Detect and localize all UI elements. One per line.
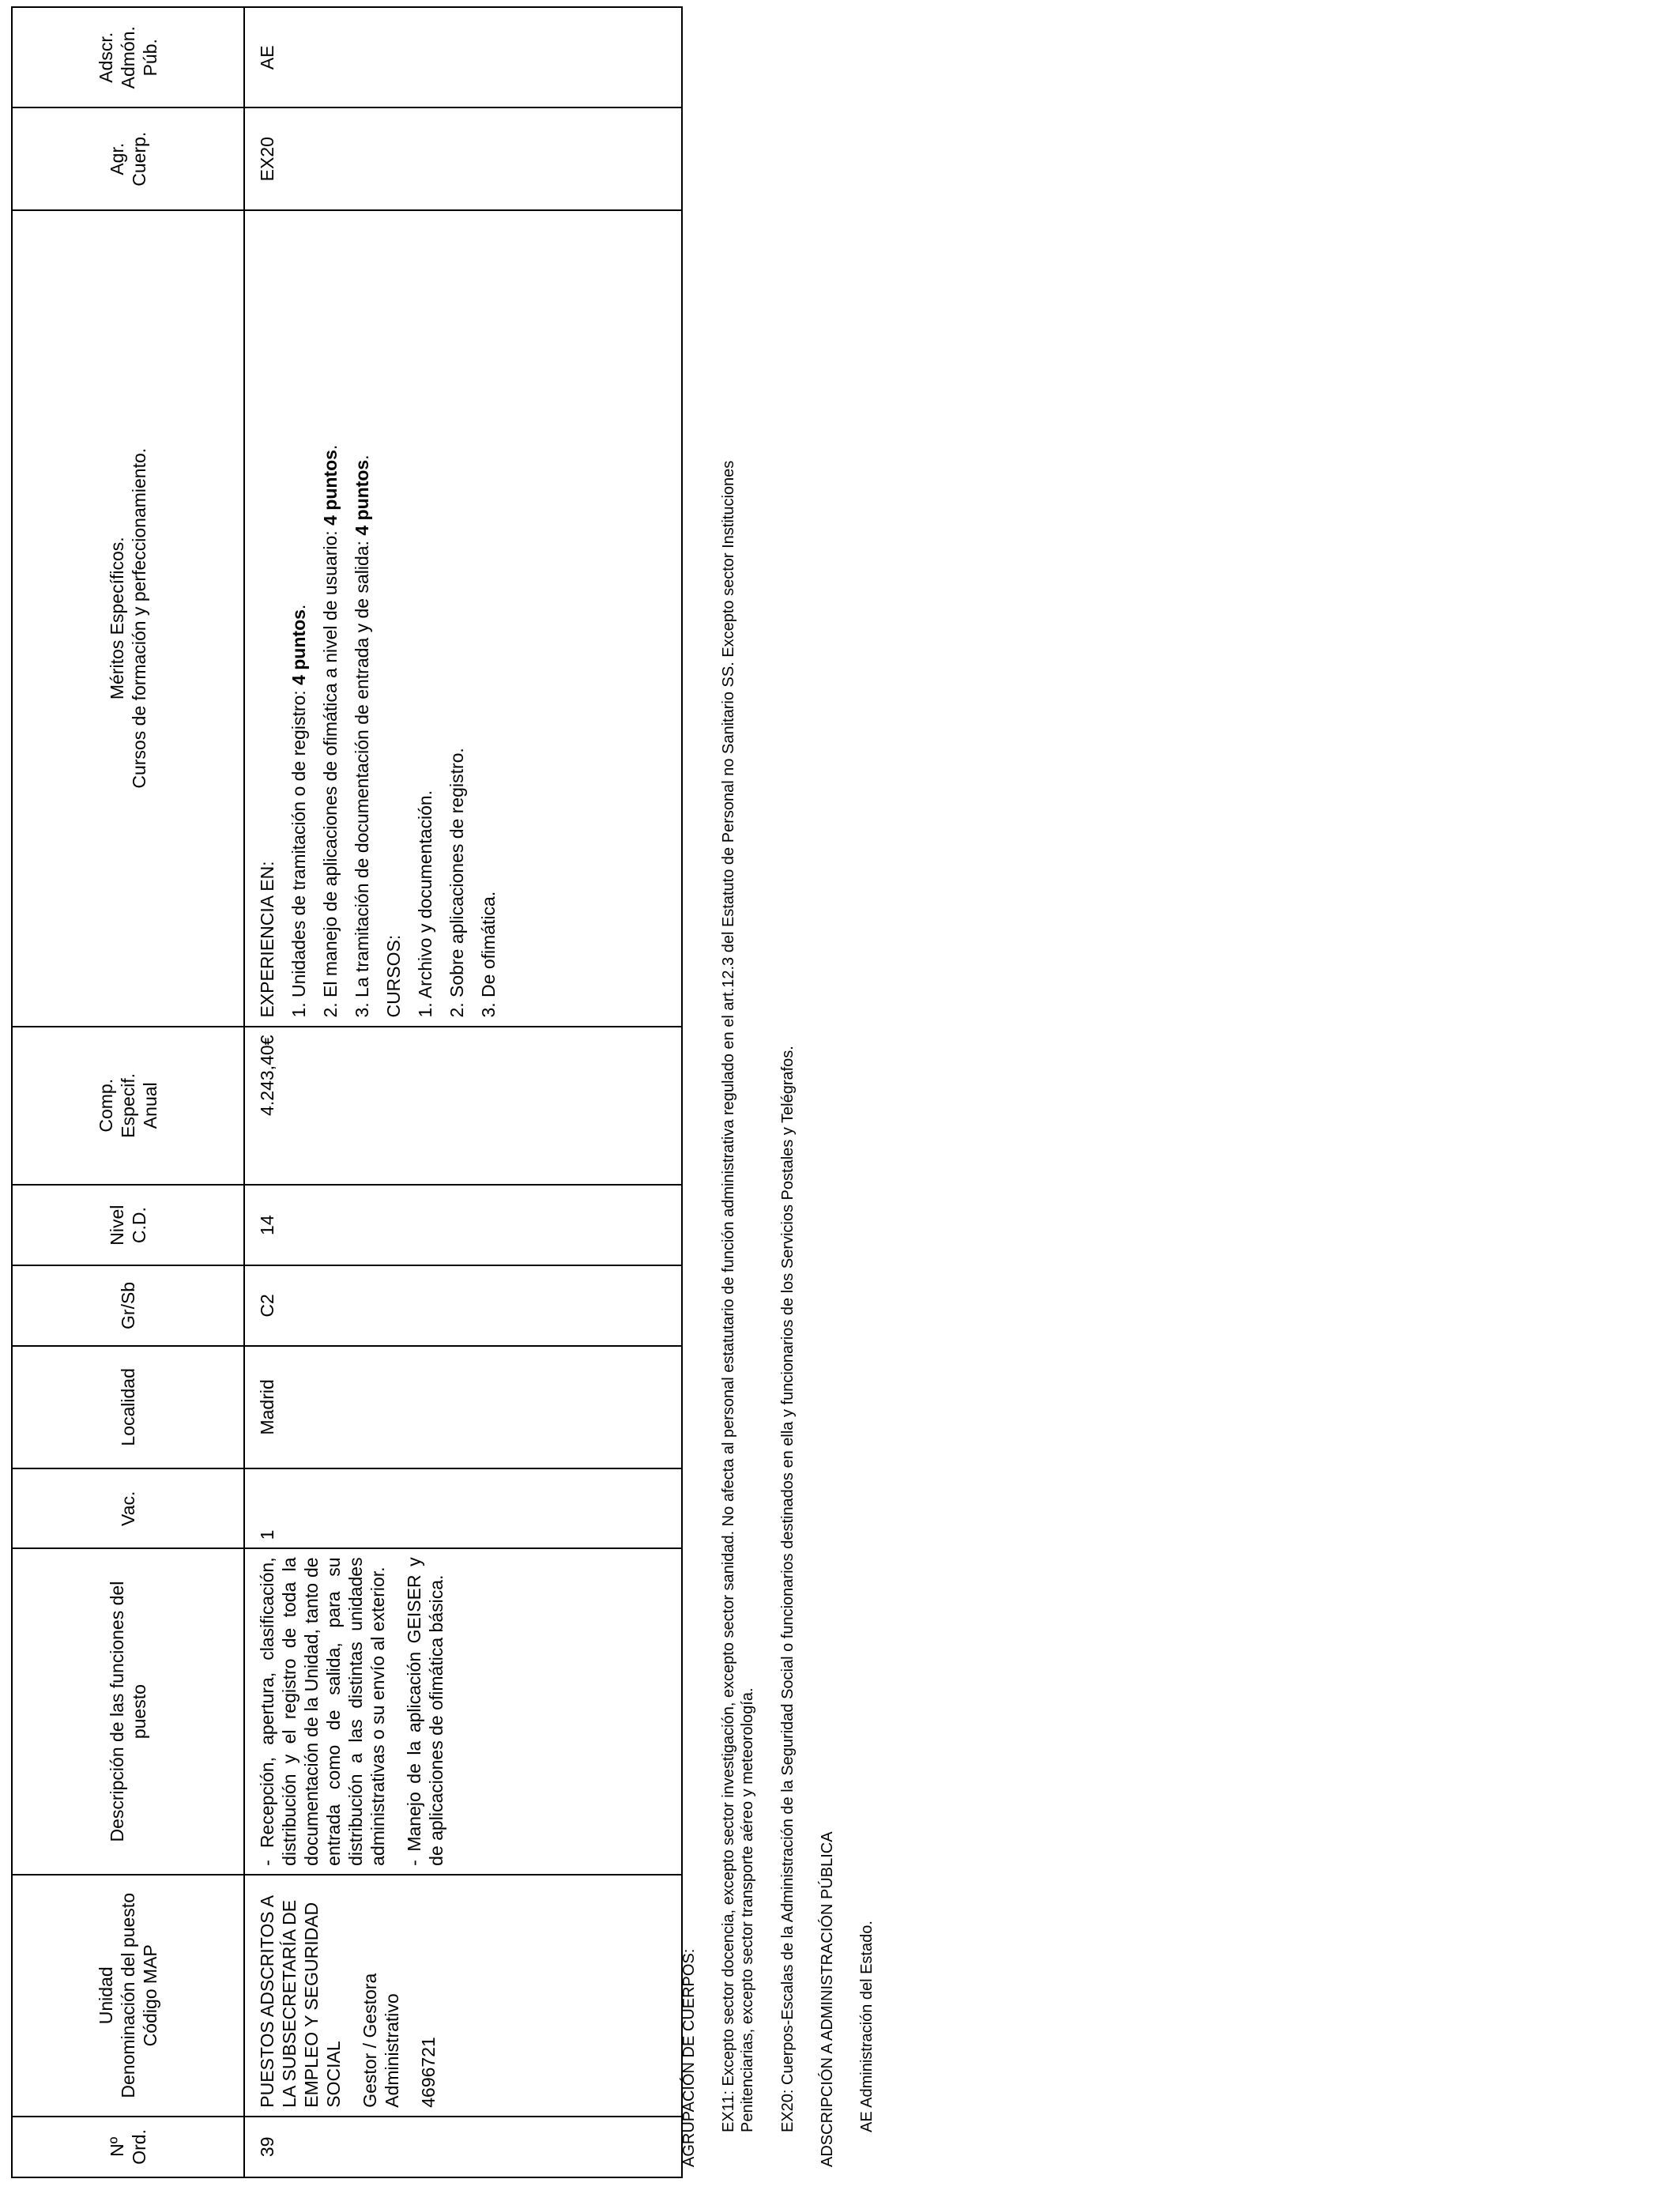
cell-comp: 4.243,40€	[244, 1027, 682, 1185]
cell-grsb: C2	[244, 1265, 682, 1345]
cell-nivel: 14	[244, 1185, 682, 1265]
header-num: Nº Ord.	[12, 2117, 244, 2177]
ex20-note: EX20: Cuerpos-Escalas de la Administración de la Seguridad Social o funcionarios destinados en ella y funcionarios de los Servicios Postales y Telégrafos.	[779, 1046, 797, 2132]
ex11-note-line-2: Penitenciarias, excepto sector transporte aéreo y meteorología.	[739, 1687, 756, 2132]
desc-paragraph-1: - Recepción, apertura, clasificación, distribución y el registro de toda la documentación de la Unidad, tanto de entrada como de salida, para su distribución a las distintas unidades administrativas o su envío al exterior.	[257, 1557, 389, 1866]
table-row	[244, 7, 682, 2177]
codigo-map: 4696721	[418, 2037, 439, 2108]
points-1: 4 puntos	[288, 609, 310, 685]
cell-vac: 1	[244, 1468, 682, 1548]
points-2: 4 puntos	[320, 450, 341, 526]
cell-localidad: Madrid	[244, 1346, 682, 1469]
points-3: 4 puntos	[352, 459, 373, 536]
puesto-name: Gestor / Gestora Administrativo	[360, 1973, 403, 2108]
cell-adscr: AE	[244, 7, 682, 107]
header-vac: Vac.	[12, 1468, 244, 1548]
cell-meritos	[244, 210, 682, 1027]
header-grsb: Gr/Sb	[12, 1265, 244, 1345]
cell-descripcion	[244, 1548, 682, 1874]
curso-item-1: 1. Archivo y documentación.	[415, 790, 436, 1018]
header-row	[12, 7, 244, 2177]
ex11-note-line-1: EX11: Excepto sector docencia, excepto sector investigación, excepto sector sanidad. No afecta al personal estatutario de función administrativa regulado en el art.12.3 del Estatuto de Personal no Sanitario SS. Excepto sector Instituciones	[720, 460, 737, 2132]
cell-agr: EX20	[244, 107, 682, 209]
cell-unidad	[244, 1875, 682, 2117]
experiencia-item-3: 3. La tramitación de documentación de entrada y de salida: 4 puntos.	[352, 454, 373, 1018]
header-adscr: Adscr. Admón. Púb.	[12, 7, 244, 107]
cell-num: 39	[244, 2117, 682, 2177]
experiencia-title: EXPERIENCIA EN:	[257, 861, 277, 1018]
curso-item-2: 2. Sobre aplicaciones de registro.	[446, 748, 468, 1018]
cursos-title: CURSOS:	[383, 934, 405, 1018]
header-nivel: Nivel C.D.	[12, 1185, 244, 1265]
header-localidad: Localidad	[12, 1346, 244, 1469]
header-meritos: Méritos Específicos. Cursos de formación y perfeccionamiento.	[12, 210, 244, 1027]
header-comp: Comp. Especif. Anual	[12, 1027, 244, 1185]
experiencia-item-2: 2. El manejo de aplicaciones de ofimática a nivel de usuario: 4 puntos.	[320, 444, 341, 1018]
agrupacion-title: AGRUPACIÓN DE CUERPOS:	[680, 1948, 698, 2167]
curso-item-3: 3. De ofimática.	[478, 891, 499, 1018]
header-agr: Agr. Cuerp.	[12, 107, 244, 209]
experiencia-item-1: 1. Unidades de tramitación o de registro: 4 puntos.	[288, 604, 310, 1018]
header-descripcion: Descripción de las funciones del puesto	[12, 1548, 244, 1874]
unidad-name: PUESTOS ADSCRITOS A LA SUBSECRETARÍA DE EMPLEO Y SEGURIDAD SOCIAL	[257, 1896, 345, 2108]
header-unidad: Unidad Denominación del puesto Código MAP	[12, 1875, 244, 2117]
positions-table	[11, 6, 683, 2178]
adscripcion-title: ADSCRIPCIÓN A ADMINISTRACIÓN PÚBLICA	[819, 1831, 836, 2167]
ae-note: AE Administración del Estado.	[858, 1921, 876, 2132]
desc-paragraph-2: - Manejo de la aplicación GEISER y de aplicaciones de ofimática básica.	[404, 1557, 447, 1866]
